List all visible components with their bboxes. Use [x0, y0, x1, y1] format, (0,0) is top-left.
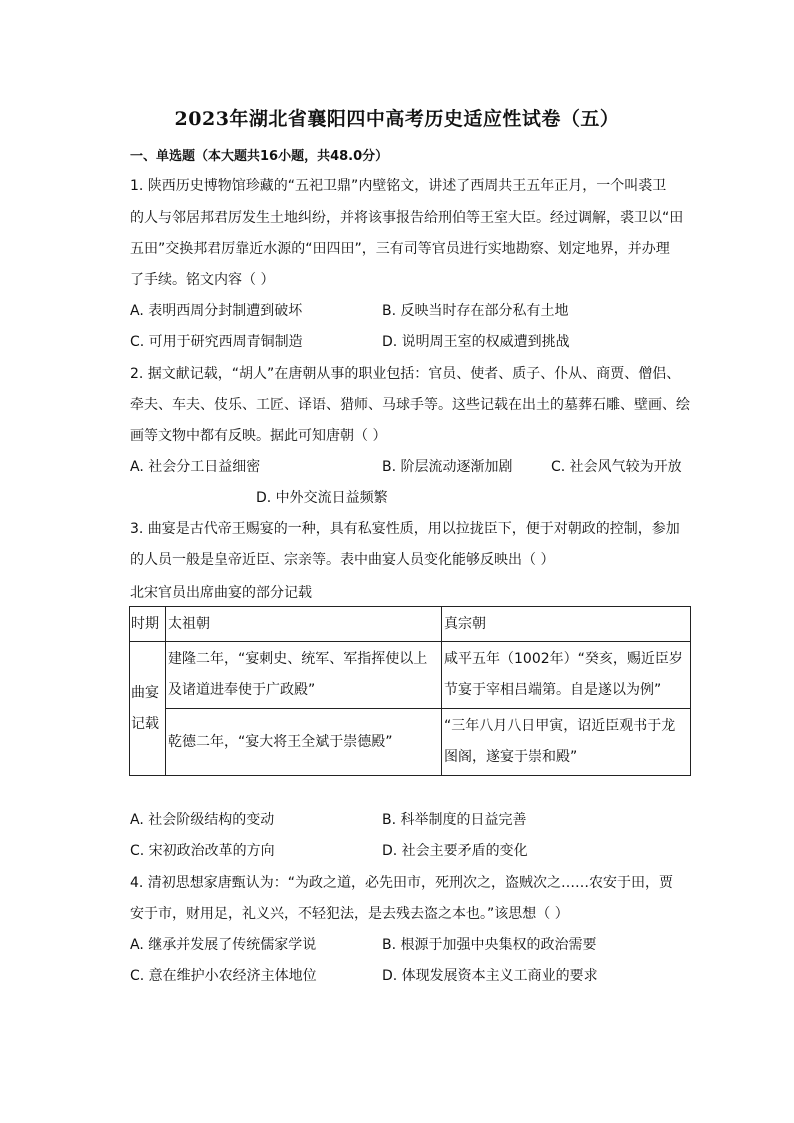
q3-option-d: D. 社会主要矛盾的变化	[382, 843, 528, 859]
table-header-row	[130, 607, 691, 642]
q4-option-a: A. 继承并发展了传统儒家学说	[130, 937, 317, 953]
header-period: 时期	[130, 607, 166, 642]
q3-option-a: A. 社会阶级结构的变动	[130, 812, 275, 828]
q1-line-3: 五田”交换邦君厉靠近水源的“田四田”，三有司等官员进行实地勘察、划定地界，并办理	[130, 241, 670, 257]
q1-option-d: D. 说明周王室的权威遭到挑战	[382, 334, 570, 350]
q3-line-2: 的人员一般是皇帝近臣、宗亲等。表中曲宴人员变化能够反映出（ ）	[130, 552, 555, 568]
q4-line-1: 4. 清初思想家唐甄认为：“为政之道，必先田市，死刑次之，盗贼次之……农安于田，贾	[130, 875, 674, 891]
q3-line-1: 3. 曲宴是古代帝王赐宴的一种，具有私宴性质，用以拉拢臣下，便于对朝政的控制，参加	[130, 521, 680, 537]
table-row	[130, 642, 691, 709]
row-label-text: 曲宴记载	[131, 684, 159, 732]
q4-option-b: B. 根源于加强中央集权的政治需要	[382, 937, 597, 953]
q2-line-3: 画等文物中都有反映。据此可知唐朝（ ）	[130, 428, 387, 444]
cell-text: 建隆二年，“宴刺史、统军、军指挥使以上及诸道进奉使于广政殿”	[168, 651, 428, 698]
q4-option-d: D. 体现发展资本主义工商业的要求	[382, 968, 598, 984]
q2-option-a: A. 社会分工日益细密	[130, 459, 261, 475]
table-cell-taizu-1	[166, 642, 442, 709]
q1-option-b: B. 反映当时存在部分私有土地	[382, 303, 569, 319]
cell-text: 乾德二年，“宴大将王全斌于崇德殿”	[168, 733, 393, 750]
q2-option-c: C. 社会风气较为开放	[551, 459, 682, 475]
cell-text: “三年八月八日甲寅，诏近臣观书于龙图阁，遂宴于崇和殿”	[444, 718, 676, 765]
table-row	[130, 709, 691, 776]
table-cell-zhenzong-1	[442, 642, 691, 709]
q1-option-a: A. 表明西周分封制遭到破坏	[130, 303, 303, 319]
row-label	[130, 642, 166, 776]
q3-option-b: B. 科举制度的日益完善	[382, 812, 527, 828]
banquet-table	[129, 606, 691, 776]
table-cell-zhenzong-2	[442, 709, 691, 776]
header-taizu: 太祖朝	[166, 607, 442, 642]
section-heading: 一、单选题（本大题共16小题，共48.0分）	[130, 149, 389, 164]
q2-option-b: B. 阶层流动逐渐加剧	[382, 459, 513, 475]
q2-line-2: 牵夫、车夫、伎乐、工匠、译语、猎师、马球手等。这些记载在出土的墓葬石雕、壁画、绘	[130, 397, 690, 413]
q4-line-2: 安于市，财用足，礼义兴，不轻犯法，是去残去盗之本也。”该思想（ ）	[130, 906, 569, 922]
q4-option-c: C. 意在维护小农经济主体地位	[130, 968, 317, 984]
q1-line-4: 了手续。铭文内容（ ）	[130, 272, 275, 288]
cell-text: 咸平五年（1002年）“癸亥，赐近臣岁节宴于宰相吕端第。自是遂以为例”	[444, 651, 683, 698]
q2-line-1: 2. 据文献记载，“胡人”在唐朝从事的职业包括：官员、使者、质子、仆从、商贾、僧侣、	[130, 366, 681, 382]
q2-option-d: D. 中外交流日益频繁	[256, 490, 388, 506]
page-title: 2023年湖北省襄阳四中高考历史适应性试卷（五）	[174, 108, 620, 130]
q1-line-2: 的人与邻居邦君厉发生土地纠纷，并将该事报告给刑伯等王室大臣。经过调解，裘卫以“田	[130, 210, 684, 226]
table-caption: 北宋官员出席曲宴的部分记载	[130, 585, 312, 601]
q1-option-c: C. 可用于研究西周青铜制造	[130, 334, 303, 350]
q1-line-1: 1. 陕西历史博物馆珍藏的“五祀卫鼎”内壁铭文，讲述了西周共王五年正月，一个叫裘卫	[130, 178, 667, 194]
header-zhenzong: 真宗朝	[442, 607, 691, 642]
table-cell-taizu-2	[166, 709, 442, 776]
q3-option-c: C. 宋初政治改革的方向	[130, 843, 275, 859]
